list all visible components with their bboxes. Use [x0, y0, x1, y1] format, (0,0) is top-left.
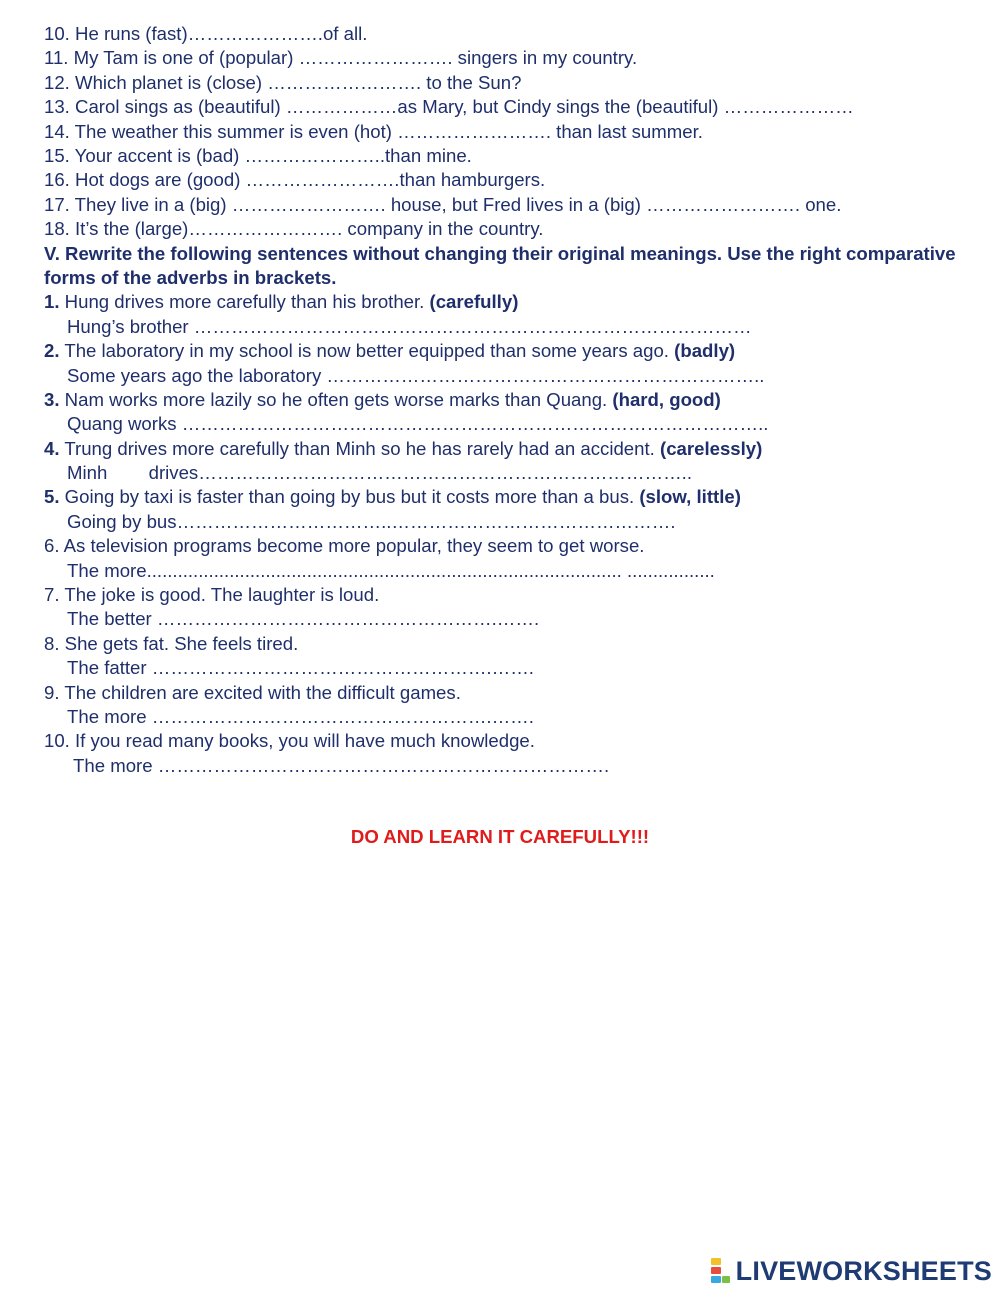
- exercise-item: 14. The weather this summer is even (hot) ……………………. than last summer.: [44, 120, 703, 142]
- question-text: Going by taxi is faster than going by bus but it costs more than a bus.: [59, 486, 640, 508]
- liveworksheets-logo-icon: [711, 1258, 733, 1284]
- question-number: 4.: [44, 437, 60, 459]
- question-number: 1.: [44, 291, 60, 313]
- answer-line[interactable]: Minh drives……………………………………………………………………..: [67, 462, 692, 484]
- exercise-item: 18. It’s the (large)……………………. company in the country.: [44, 218, 544, 240]
- exercise-item: 15. Your accent is (bad) …………………..than mine.: [44, 144, 472, 166]
- answer-line[interactable]: Some years ago the laboratory ……………………………………………………………..: [67, 364, 765, 386]
- exercise-item: 16. Hot dogs are (good) …………………….than hamburgers.: [44, 169, 546, 191]
- rewrite-question: 7. The joke is good. The laughter is loud.: [44, 584, 380, 606]
- answer-line[interactable]: The more............................................................................................ .................: [67, 559, 715, 581]
- question-number: 2.: [44, 340, 60, 362]
- question-text: Trung drives more carefully than Minh so he has rarely had an accident.: [59, 437, 660, 459]
- adverb-hint: (badly): [674, 340, 736, 362]
- adverb-hint: (slow, little): [639, 486, 741, 508]
- adverb-hint: (carefully): [429, 291, 519, 313]
- question-text: The laboratory in my school is now better equipped than some years ago.: [59, 340, 675, 362]
- section-v-heading: V. Rewrite the following sentences without changing their original meanings. Use the right comparative forms of the adverbs in brackets.: [44, 242, 956, 288]
- exercise-item: 10. He runs (fast)………………….of all.: [44, 23, 368, 44]
- closing-note: DO AND LEARN IT CAREFULLY!!!: [350, 826, 650, 847]
- exercise-item: 13. Carol sings as (beautiful) ………………as Mary, but Cindy sings the (beautiful) …………………: [44, 96, 854, 118]
- rewrite-question: 8. She gets fat. She feels tired.: [44, 632, 299, 654]
- brand-name: LIVEWORKSHEETS: [735, 1255, 992, 1286]
- answer-line[interactable]: Hung’s brother ………………………………………………………………………………: [67, 315, 752, 337]
- answer-line[interactable]: Going by bus……………………………..……………………………………….: [67, 510, 676, 532]
- answer-line[interactable]: The fatter ……………………………………………….…….: [67, 657, 534, 679]
- answer-line[interactable]: The more ……………………………………………………………….: [73, 754, 610, 776]
- rewrite-question: [44, 388, 974, 412]
- exercise-item: 12. Which planet is (close) ……………………. to the Sun?: [44, 71, 522, 93]
- section-v-list: [44, 290, 974, 534]
- rewrite-question: 9. The children are excited with the difficult games.: [44, 681, 461, 703]
- question-text: Hung drives more carefully than his brother.: [59, 291, 430, 313]
- worksheet: [44, 22, 974, 778]
- answer-line[interactable]: Quang works …………………………………………………………………………………..: [67, 413, 769, 435]
- adverb-hint: (hard, good): [612, 388, 721, 410]
- rewrite-question: [44, 485, 974, 509]
- question-text: Nam works more lazily so he often gets worse marks than Quang.: [59, 388, 613, 410]
- exercise-item: 11. My Tam is one of (popular) ……………………. singers in my country.: [44, 47, 638, 69]
- exercise-item: 17. They live in a (big) ……………………. house, but Fred lives in a (big) ……………………. one.: [44, 193, 842, 215]
- rewrite-question: [44, 290, 974, 314]
- adverb-hint: (carelessly): [660, 437, 763, 459]
- question-number: 5.: [44, 486, 60, 508]
- answer-line[interactable]: The more ……………………………………………….…….: [67, 705, 534, 727]
- liveworksheets-brand: [711, 1254, 992, 1288]
- question-number: 3.: [44, 388, 60, 410]
- rewrite-question: [44, 437, 974, 461]
- exercise-iv-list: [44, 22, 974, 242]
- answer-line[interactable]: The better ……………………………………………….…….: [67, 608, 540, 630]
- the-more-list: [44, 534, 974, 778]
- rewrite-question: 6. As television programs become more popular, they seem to get worse.: [44, 535, 645, 557]
- rewrite-question: [44, 339, 974, 363]
- rewrite-question: 10. If you read many books, you will have much knowledge.: [44, 730, 535, 752]
